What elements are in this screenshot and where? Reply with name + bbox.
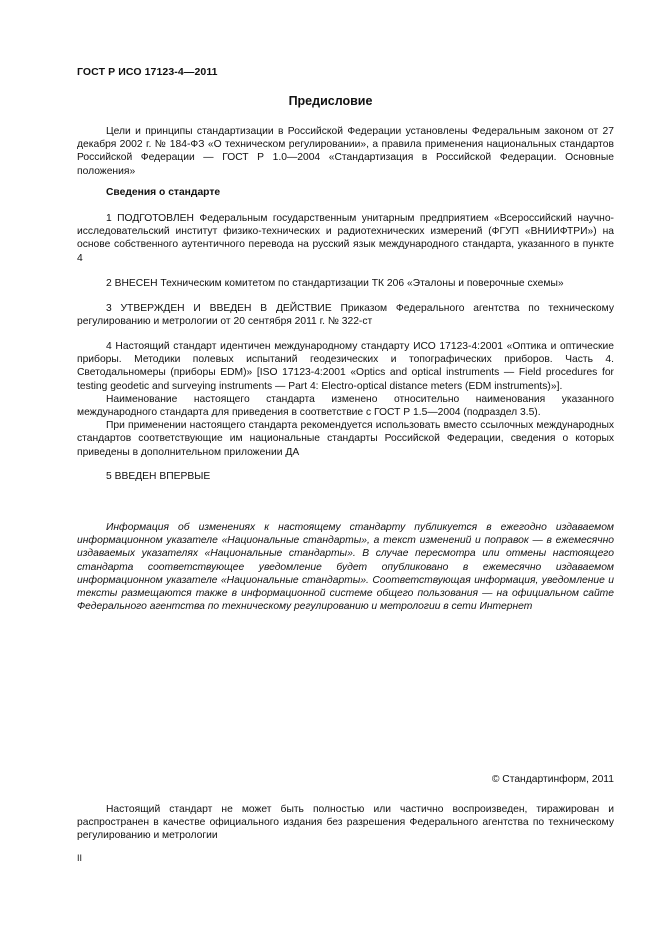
reproduction-paragraph (77, 803, 614, 843)
item-1-text: 1 ПОДГОТОВЛЕН Федеральным государственным унитарным предприятием «Всероссийский научно-исследовательский институт физико-технических и радиотехнических измерений (ФГУП «ВНИИФТРИ») на основе собственного аутентичного перевода на русский язык международного стандарта, указанного в пункте 4 (77, 213, 614, 264)
item-2-text: 2 ВНЕСЕН Техническим комитетом по стандартизации ТК 206 «Эталоны и поверочные схемы» (106, 278, 564, 289)
item-1 (77, 212, 614, 265)
intro-text: Цели и принципы стандартизации в Российской Федерации установлены Федеральным законом от 27 декабря 2002 г. № 184-ФЗ «О техническом регулировании», а правила применения национальных стандартов Российской Федерации — ГОСТ Р 1.0—2004 «Стандартизация в Российской Федерации. Основные положения» (77, 126, 614, 177)
item-4-text-c: При применении настоящего стандарта рекомендуется использовать вместо ссылочных международных стандартов соответствующие им национальные стандарты Российской Федерации, сведения о которых приведены в дополнительном приложении ДА (77, 420, 614, 458)
page-title: Предисловие (288, 94, 373, 108)
reproduction-text: Настоящий стандарт не может быть полностью или частично воспроизведен, тиражирован и распространен в качестве официального издания без разрешения Федерального агентства по техническому регулированию и метрологии (77, 804, 614, 842)
item-5 (77, 470, 614, 483)
item-3-text: 3 УТВЕРЖДЕН И ВВЕДЕН В ДЕЙСТВИЕ Приказом Федерального агентства по техническому регулированию и метрологии от 20 сентября 2011 г. № 322-ст (77, 303, 614, 328)
intro-paragraph (77, 125, 614, 178)
copyright-line: © Стандартинформ, 2011 (491, 774, 614, 785)
notice-text: Информация об изменениях к настоящему стандарту публикуется в ежегодно издаваемом информационном указателе «Национальные стандарты», а текст изменений и поправок — в ежемесячно издаваемых указателях «Национальные стандарты». В случае пересмотра или отмены настоящего стандарта соответствующее уведомление будет опубликовано в ежемесячно издаваемом информационном указателе «Национальные стандарты». Соответствующая информация, уведомление и тексты размещаются также в информационной системе общего пользования — на официальном сайте Федерального агентства по техническому регулированию и метрологии в сети Интернет (77, 522, 614, 613)
notice-paragraph (77, 521, 614, 613)
item-4-text-a: 4 Настоящий стандарт идентичен международному стандарту ИСО 17123-4:2001 «Оптика и оптические приборы. Методики полевых испытаний геодезических и топографических приборов. Часть 4. Светодальномеры (приборы EDM)» [ISO 17123-4:2001 «Optics and optical instruments — Field procedures for testing geodetic and surveying instruments — Part 4: Electro-optical distance meters (EDM instruments)»]. (77, 341, 614, 392)
item-2 (77, 277, 614, 290)
item-4-text-b: Наименование настоящего стандарта изменено относительно наименования указанного международного стандарта для приведения в соответствие с ГОСТ Р 1.5—2004 (подраздел 3.5). (77, 393, 614, 419)
document-header: ГОСТ Р ИСО 17123-4—2011 (77, 66, 218, 78)
item-5-text: 5 ВВЕДЕН ВПЕРВЫЕ (106, 471, 211, 482)
item-3 (77, 302, 614, 328)
item-4 (77, 340, 614, 459)
section-heading: Сведения о стандарте (106, 187, 221, 198)
page-number: II (77, 853, 83, 863)
